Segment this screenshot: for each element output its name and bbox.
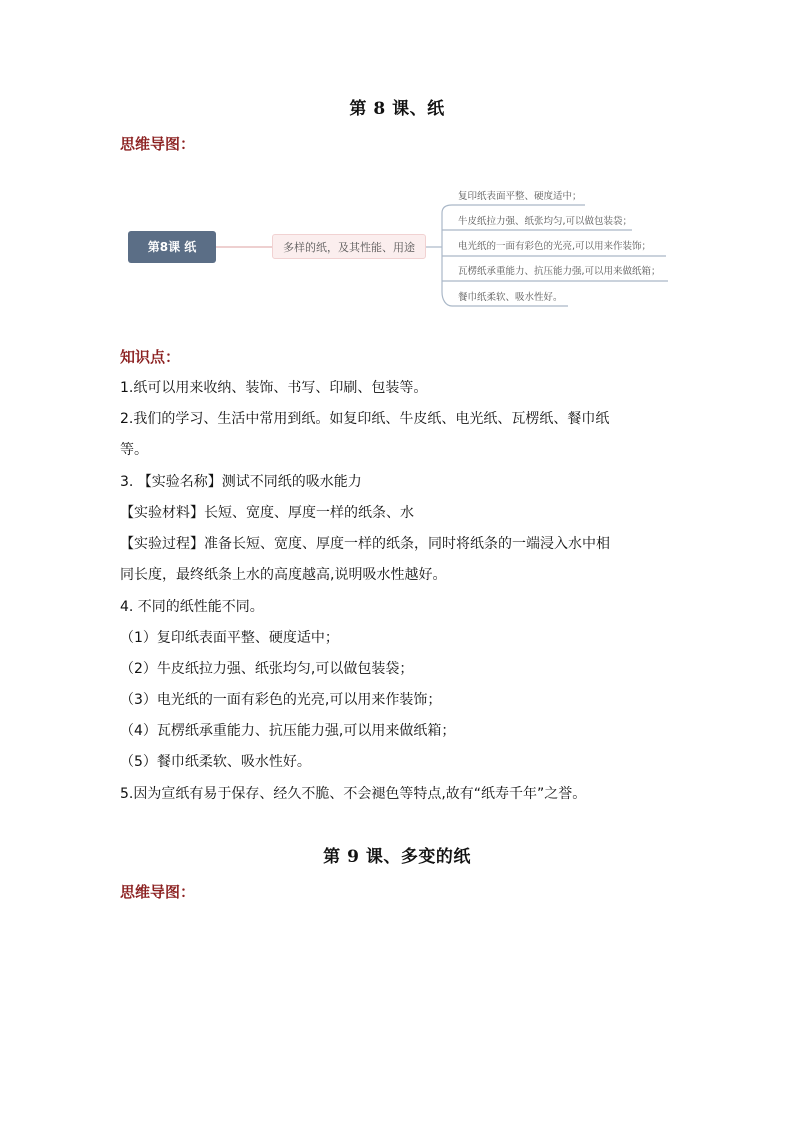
mindmap-label: 思维导图：	[120, 135, 196, 153]
mindmap-label: 思维导图：	[120, 883, 196, 901]
knowledge-line: （4）瓦楞纸承重能力、抗压能力强,可以用来做纸箱；	[120, 723, 456, 739]
knowledge-line: （1）复印纸表面平整、硬度适中；	[120, 630, 339, 646]
knowledge-line: 2.我们的学习、生活中常用到纸。如复印纸、牛皮纸、电光纸、瓦楞纸、餐巾纸	[120, 411, 610, 427]
knowledge-line: （2）牛皮纸拉力强、纸张均匀,可以做包装袋；	[120, 661, 414, 677]
mindmap-leaf: 电光纸的一面有彩色的光亮,可以用来作装饰；	[458, 241, 652, 252]
mindmap-connectors	[0, 0, 794, 340]
knowledge-line: （3）电光纸的一面有彩色的光亮,可以用来作装饰；	[120, 692, 442, 708]
mindmap-branch-node: 多样的纸，及其性能、用途	[272, 234, 426, 259]
mindmap-leaf: 餐巾纸柔软、吸水性好。	[458, 292, 563, 303]
knowledge-line: 5.因为宣纸有易于保存、经久不脆、不会褪色等特点,故有“纸寿千年”之誉。	[120, 786, 587, 802]
lesson-9-title: 第 9 课、多变的纸	[323, 847, 471, 867]
mindmap-root-node: 第8课 纸	[128, 231, 216, 263]
knowledge-line: 4. 不同的纸性能不同。	[120, 599, 264, 615]
mindmap-leaf: 瓦楞纸承重能力、抗压能力强,可以用来做纸箱；	[458, 266, 661, 277]
mindmap-leaf: 牛皮纸拉力强、纸张均匀,可以做包装袋；	[458, 216, 633, 227]
knowledge-line: 【实验过程】准备长短、宽度、厚度一样的纸条，同时将纸条的一端浸入水中相	[120, 536, 610, 552]
knowledge-line: 同长度，最终纸条上水的高度越高,说明吸水性越好。	[120, 567, 447, 583]
knowledge-line: （5）餐巾纸柔软、吸水性好。	[120, 754, 311, 770]
mindmap-leaf: 复印纸表面平整、硬度适中；	[458, 191, 582, 202]
knowledge-line: 【实验材料】长短、宽度、厚度一样的纸条、水	[120, 505, 414, 521]
knowledge-line: 1.纸可以用来收纳、装饰、书写、印刷、包装等。	[120, 380, 428, 396]
knowledge-line: 等。	[120, 442, 148, 458]
knowledge-label: 知识点：	[120, 348, 181, 366]
knowledge-line: 3. 【实验名称】测试不同纸的吸水能力	[120, 474, 362, 490]
lesson-8-title: 第 8 课、纸	[349, 99, 445, 119]
